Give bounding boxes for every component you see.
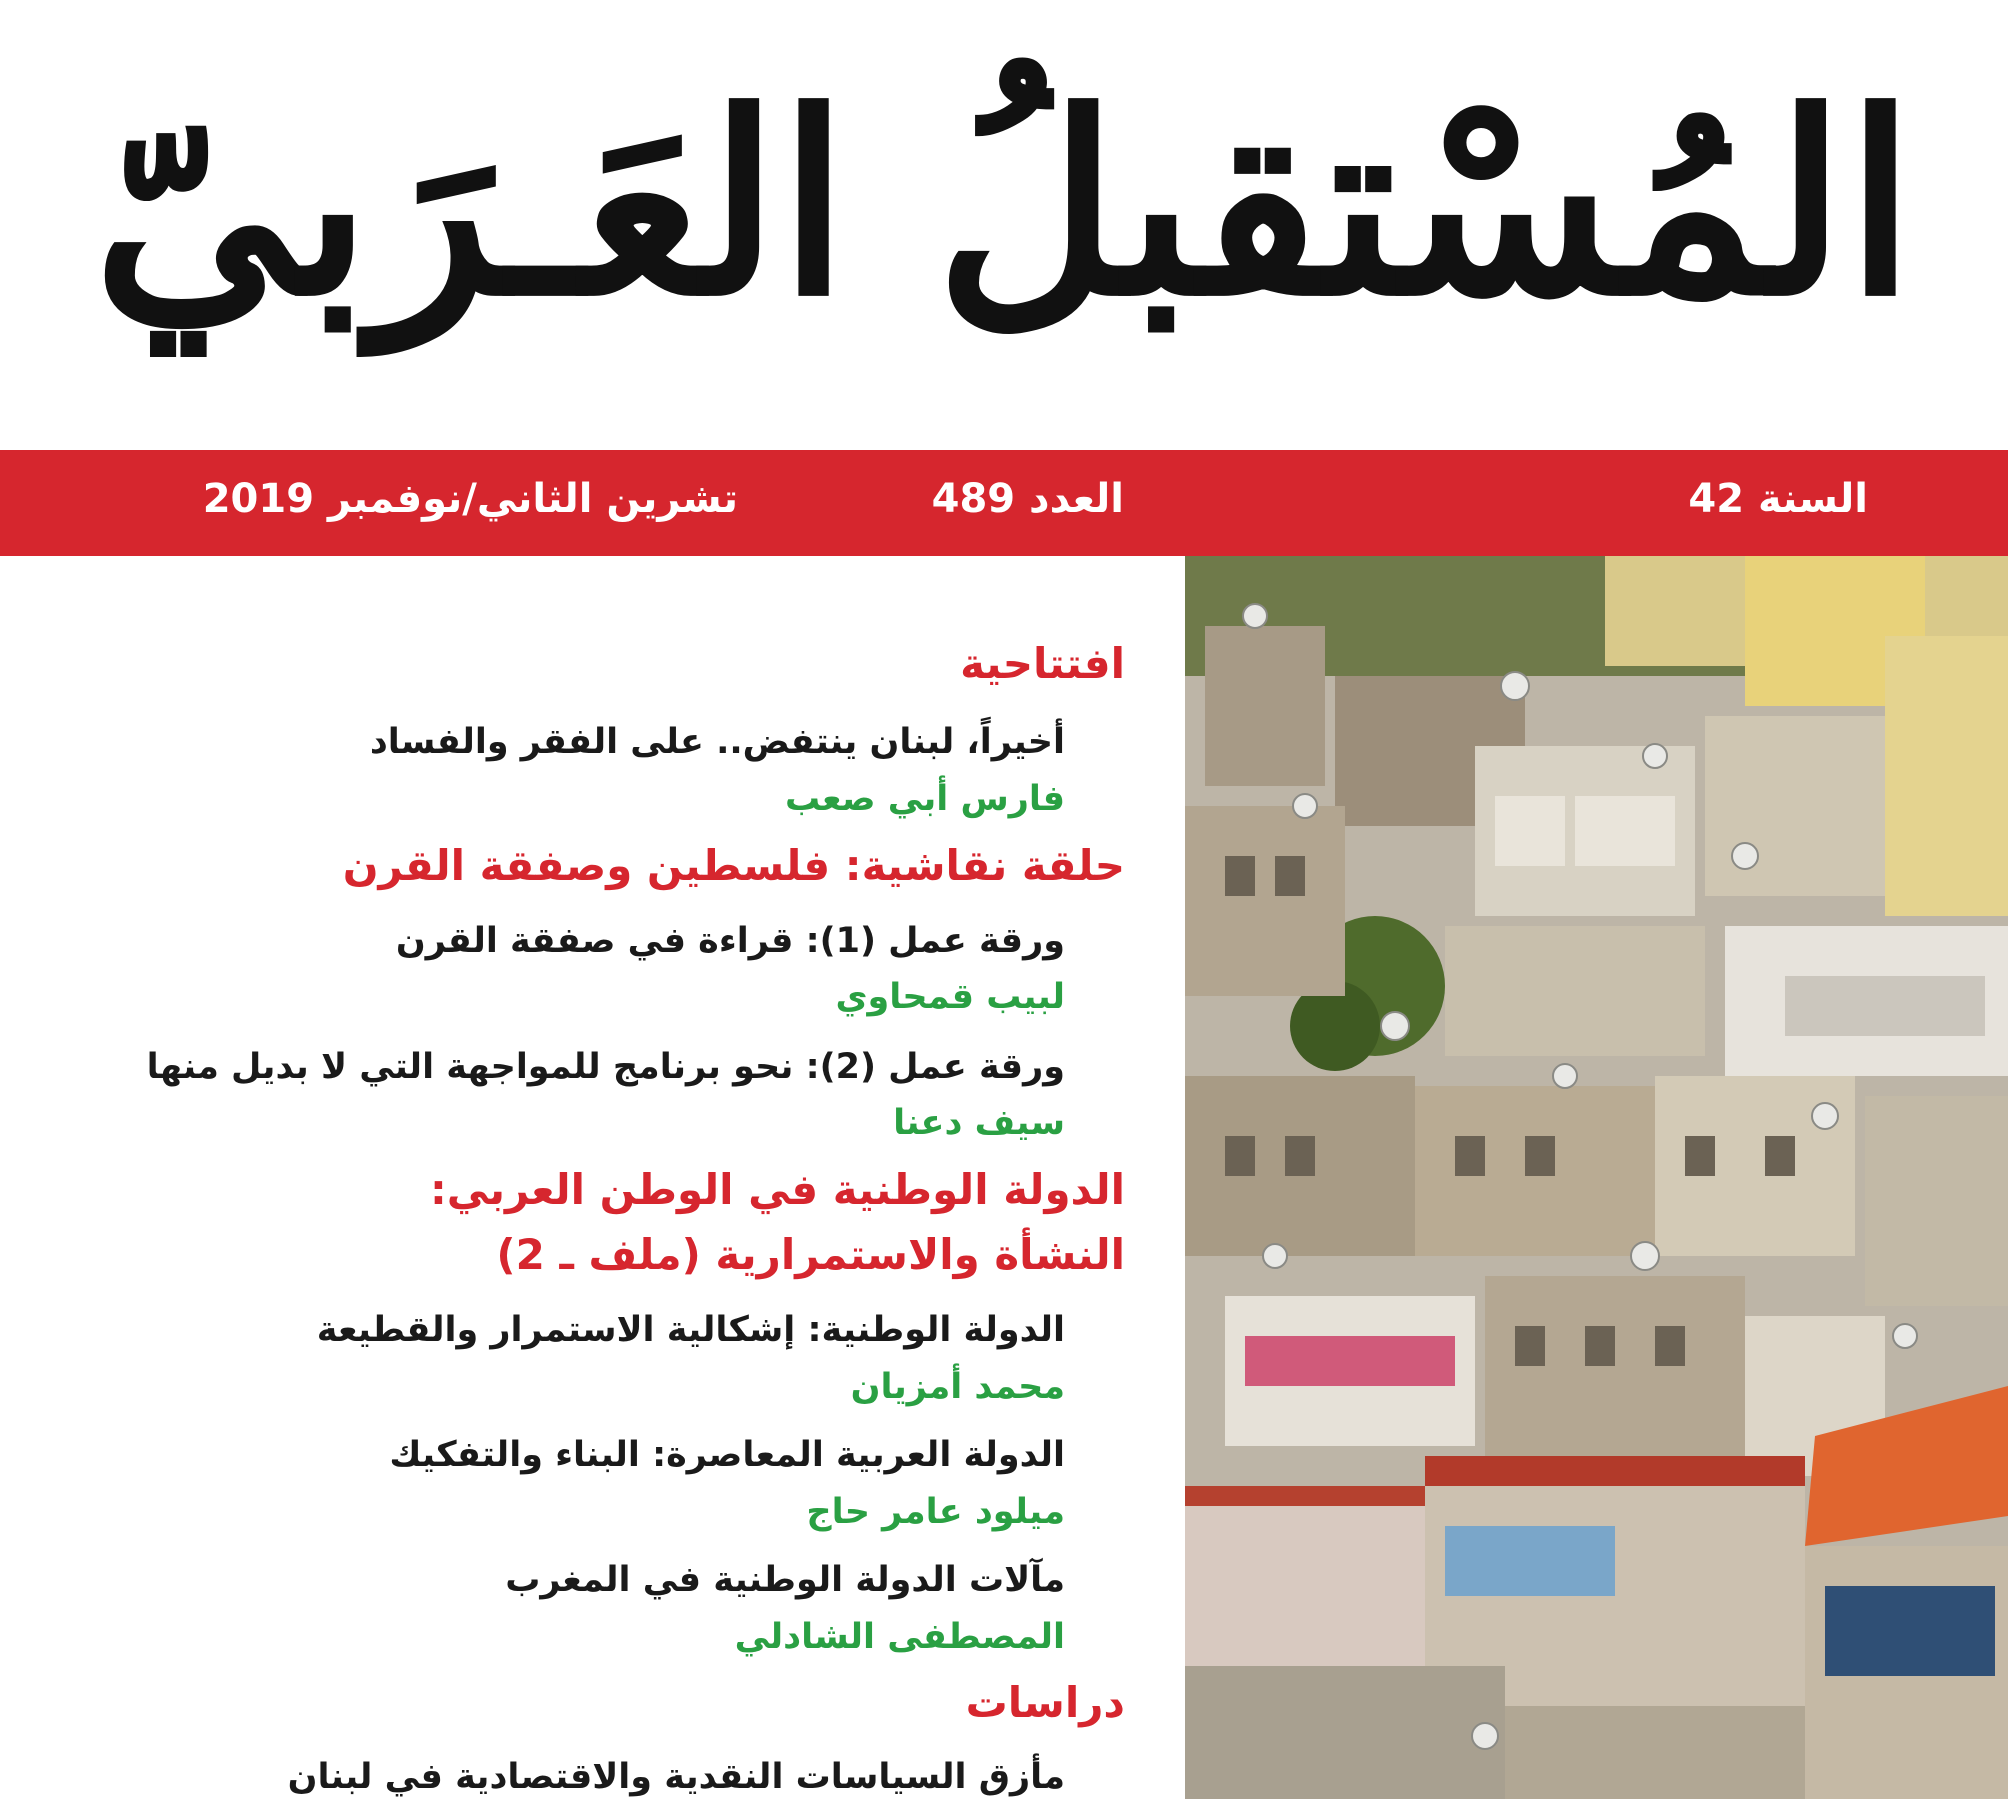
toc-author: فارس أبي صعب bbox=[784, 779, 1065, 819]
toc-author: ميلود عامر حاج bbox=[806, 1492, 1065, 1532]
toc-section-heading[interactable]: النشأة والاستمرارية (ملف ـ 2) bbox=[496, 1230, 1125, 1279]
toc-article-title[interactable]: مأزق السياسات النقدية والاقتصادية في لبنان bbox=[287, 1757, 1065, 1797]
issue-info-bar bbox=[0, 450, 2008, 556]
magazine-title: المُسْتقبلُ العَـرَبيّ bbox=[92, 57, 1916, 351]
toc-author: المصطفى الشادلي bbox=[734, 1617, 1065, 1657]
toc-section-heading[interactable]: دراسات bbox=[965, 1678, 1125, 1727]
toc-article-title[interactable]: الدولة العربية المعاصرة: البناء والتفكيك bbox=[389, 1435, 1065, 1475]
toc-article-title[interactable]: الدولة الوطنية: إشكالية الاستمرار والقطيعة bbox=[316, 1310, 1065, 1350]
toc-author: محمد أمزيان bbox=[850, 1367, 1065, 1407]
table-of-contents bbox=[60, 556, 1125, 1799]
toc-section-heading[interactable]: الدولة الوطنية في الوطن العربي: bbox=[430, 1165, 1125, 1214]
toc-article-title[interactable]: أخيراً، لبنان ينتفض.. على الفقر والفساد bbox=[369, 722, 1065, 762]
toc-author: لبيب قمحاوي bbox=[835, 977, 1065, 1017]
issue-year: السنة 42 bbox=[1688, 476, 1868, 522]
toc-section-heading[interactable]: افتتاحية bbox=[960, 639, 1125, 688]
cover-photo-hillside-buildings bbox=[1185, 556, 2008, 1799]
issue-date: تشرين الثاني/نوفمبر 2019 bbox=[202, 476, 738, 522]
toc-author: سيف دعنا bbox=[893, 1103, 1065, 1143]
issue-number: العدد 489 bbox=[931, 476, 1124, 522]
toc-article-title[interactable]: ورقة عمل (1): قراءة في صفقة القرن bbox=[395, 921, 1065, 961]
toc-article-title[interactable]: مآلات الدولة الوطنية في المغرب bbox=[505, 1560, 1065, 1600]
masthead bbox=[0, 0, 2008, 448]
toc-section-heading[interactable]: حلقة نقاشية: فلسطين وصفقة القرن bbox=[342, 841, 1125, 890]
toc-article-title[interactable]: ورقة عمل (2): نحو برنامج للمواجهة التي لا بديل منها bbox=[146, 1047, 1065, 1087]
